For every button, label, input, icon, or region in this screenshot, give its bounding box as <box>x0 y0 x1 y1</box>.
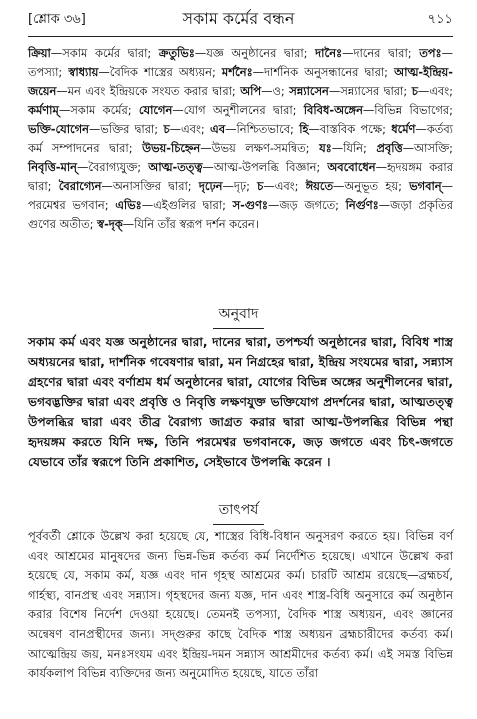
glossary-term: বৈরাগ্যেন <box>58 179 102 193</box>
glossary-definition: —যজ্ঞ অনুষ্ঠানের দ্বারা; <box>194 46 316 60</box>
verse-reference: [শ্লোক ৩৬] <box>28 11 86 27</box>
purport-text: পূর্ববর্তী শ্লোকে উল্লেখ করা হয়েছে যে, শাস্ত্রের বিধি-বিধান অনুসরণ করতে হয়। বিভিন্ন বর্ণ এবং আশ্রমের মানুষদের জন্য ভিন্ন-ভিন্ন কর্তব্য কর্ম নির্দেশিত হয়েছে। এখানে উল্লেখ করা হয়েছে যে, সকাম কর্ম, যজ্ঞ এবং দান গৃহস্থ আশ্রমের কর্ম। চারটি আশ্রম রয়েছে—ব্রহ্মচর্য, গার্হস্থ্য, বানপ্রস্থ এবং সন্ন্যাস। গৃহস্থদের জন্য যজ্ঞ, দান এবং শাস্ত্র-বিধি অনুসারে কর্ম অনুষ্ঠান করার বিশেষ নির্দেশ দেওয়া হয়েছে। তেমনই তপস্যা, বৈদিক শাস্ত্র অধ্যয়ন, এবং জ্ঞানের অন্বেষণ বানপ্রস্থীদের জন্য। সদ্‌গুরুর কাছে বৈদিক শাস্ত্র অধ্যয়ন ব্রহ্মচারীদের কর্তব্য কর্ম। আত্মেন্দ্রিয় জয়, মনঃসংযম এবং ইন্দ্রিয়-দমন সন্ন্যাস আশ্রমীদের কর্তব্য কর্ম। এই সমস্ত বিভিন্ন কার্যকলাপ বিভিন্ন ব্যক্তিদের জন্য অনুমোদিত হয়েছে, যাতে তাঁরা <box>28 529 453 681</box>
glossary-term: দানৈঃ <box>315 46 343 60</box>
page-number: ৭১১ <box>427 11 453 27</box>
glossary-term: যোগেন <box>138 103 173 117</box>
glossary-term: ভক্তি-যোগেন <box>28 122 89 136</box>
translation-heading-text: অনুবাদ <box>213 302 265 329</box>
glossary-term: বিবিধ-অঙ্গেন <box>303 103 363 117</box>
glossary-definition: —যিনি; <box>331 141 377 155</box>
translation-heading <box>0 302 477 329</box>
glossary-term: সন্ন্যাসেন <box>289 84 329 98</box>
glossary-definition: —বিভিন্ন বিভাগের; <box>362 103 453 117</box>
glossary-term: এভিঃ <box>115 198 142 212</box>
glossary-term: অববোধেন <box>327 160 376 174</box>
glossary-definition: —এবং; <box>169 122 211 136</box>
glossary-definition: —যোগ অনুশীলনের দ্বারা; <box>172 103 304 117</box>
glossary-definition: —অনাসক্তির দ্বারা; <box>101 179 199 193</box>
glossary-term: স্ব-দৃক্ <box>97 217 123 231</box>
glossary-definition: —দৃঢ়; <box>222 179 258 193</box>
glossary-term: চ <box>411 84 418 98</box>
chapter-title: সকাম কর্মের বন্ধন <box>182 9 295 28</box>
glossary-definition: —আসক্তি; <box>402 141 454 155</box>
glossary-term: ভগবান্ <box>409 179 442 193</box>
glossary-term: ঈয়তে <box>305 179 334 193</box>
glossary-definition: —দানের দ্বারা; <box>342 46 420 60</box>
glossary-definition: —কর্তব্য কর্ম সম্পাদনের দ্বারা; <box>28 122 453 155</box>
glossary-definition: —জড় জগতে; <box>267 198 346 212</box>
glossary-definition: —যিনি তাঁর স্বরূপ দর্শন করেন। <box>122 217 259 231</box>
glossary-definition: —সকাম কর্মের; <box>58 103 139 117</box>
glossary-definition: —তপস্যা; <box>28 46 453 79</box>
glossary-term: চ <box>257 179 264 193</box>
glossary-term: যঃ <box>319 141 332 155</box>
glossary-term: স-গুণঃ <box>232 198 268 212</box>
glossary-definition: —হৃদয়ঙ্গম করার দ্বারা; <box>28 160 453 193</box>
glossary-term: প্রবৃত্তি <box>376 141 403 155</box>
glossary-definition: —আত্ম-উপলব্ধি বিজ্ঞান; <box>202 160 328 174</box>
glossary-term: এব <box>210 122 226 136</box>
glossary-definition: —বৈদিক শাস্ত্রের অধ্যয়ন; <box>98 65 222 79</box>
glossary-definition: —এবং; <box>263 179 306 193</box>
glossary-term: আত্ম-তত্ত্ব <box>148 160 203 174</box>
glossary-term: দৃঢ়েন <box>198 179 223 193</box>
header-divider <box>28 36 453 37</box>
glossary-definition: —মন এবং ইন্দ্রিয়কে সংযত করার দ্বারা; <box>56 84 241 98</box>
glossary-term: ক্রতুভিঃ <box>158 46 195 60</box>
glossary-term: অপি <box>240 84 262 98</box>
word-for-word-glossary <box>28 44 453 234</box>
glossary-definition: —উভয় লক্ষণ-সমন্বিত; <box>200 141 320 155</box>
glossary-term: ক্রিয়া <box>28 46 51 60</box>
glossary-term: চ <box>163 122 170 136</box>
glossary-definition: —সকাম কর্মের দ্বারা; <box>50 46 159 60</box>
glossary-term: কর্মণাম্ <box>28 103 59 117</box>
glossary-term: তপঃ <box>419 46 442 60</box>
glossary-term: স্বাধ্যায় <box>68 65 99 79</box>
glossary-term: হি <box>299 122 309 136</box>
glossary-definition: —বাস্তবিক পক্ষে; <box>308 122 392 136</box>
glossary-definition: —সন্ন্যাসের দ্বারা; <box>328 84 412 98</box>
glossary-term: আত্ম-ইন্দ্রিয়-জয়েন <box>28 65 453 98</box>
glossary-term: নির্গুণঃ <box>345 198 379 212</box>
translation-text: সকাম কর্ম এবং যজ্ঞ অনুষ্ঠানের দ্বারা, দানের দ্বারা, তপশ্চর্যা অনুষ্ঠানের দ্বারা, বিবিধ শাস্ত্র অধ্যয়নের দ্বারা, দার্শনিক গবেষণার দ্বারা, মন নিগ্রহের দ্বারা, ইন্দ্রিয় সংযমের দ্বারা, সন্ন্যাস গ্রহণের দ্বারা এবং বর্ণাশ্রম ধর্ম অনুষ্ঠানের দ্বারা, যোগের বিভিন্ন অঙ্গের অনুশীলনের দ্বারা, ভগবদ্ভক্তির দ্বারা এবং প্রবৃত্তি ও নিবৃত্তি লক্ষণযুক্ত ভক্তিযোগ প্রদর্শনের দ্বারা, আত্মতত্ত্ব উপলব্ধির দ্বারা এবং তীব্র বৈরাগ্য জাগ্রত করার দ্বারা আত্ম-উপলব্ধির বিভিন্ন পন্থা হৃদয়ঙ্গম করতে যিনি দক্ষ, তিনি পরমেশ্বর ভগবানকে, জড় জগতে এবং চিৎ-জগতে যেভাবে তাঁর স্বরূপে তিনি প্রকাশিত, সেইভাবে উপলব্ধি করেন । <box>28 335 453 469</box>
glossary-definition: —ও; <box>261 84 290 98</box>
glossary-term: ধর্মেণ <box>391 122 416 136</box>
purport-heading-text: তাৎপর্য <box>213 498 265 525</box>
glossary-definition: —নিশ্চিতভাবে; <box>225 122 300 136</box>
glossary-term: মর্শনৈঃ <box>221 65 253 79</box>
glossary-definition: —জড়া প্রকৃতির গুণের অতীত; <box>28 198 453 231</box>
glossary-definition: —এইগুলির দ্বারা; <box>141 198 233 212</box>
glossary-definition: —বৈরাগ্যযুক্ত; <box>76 160 149 174</box>
glossary-term: নিবৃত্তি-মান্ <box>28 160 77 174</box>
glossary-definition: —এবং; <box>417 84 454 98</box>
purport-heading <box>0 498 477 525</box>
glossary-definition: —পরমেশ্বর ভগবান; <box>28 179 453 212</box>
glossary-definition: —অনুভূত হয়; <box>333 179 410 193</box>
glossary-definition: —দার্শনিক অনুসন্ধানের দ্বারা; <box>252 65 395 79</box>
glossary-definition: —ভক্তির দ্বারা; <box>88 122 164 136</box>
glossary-term: উভয়-চিহ্নেন <box>142 141 201 155</box>
